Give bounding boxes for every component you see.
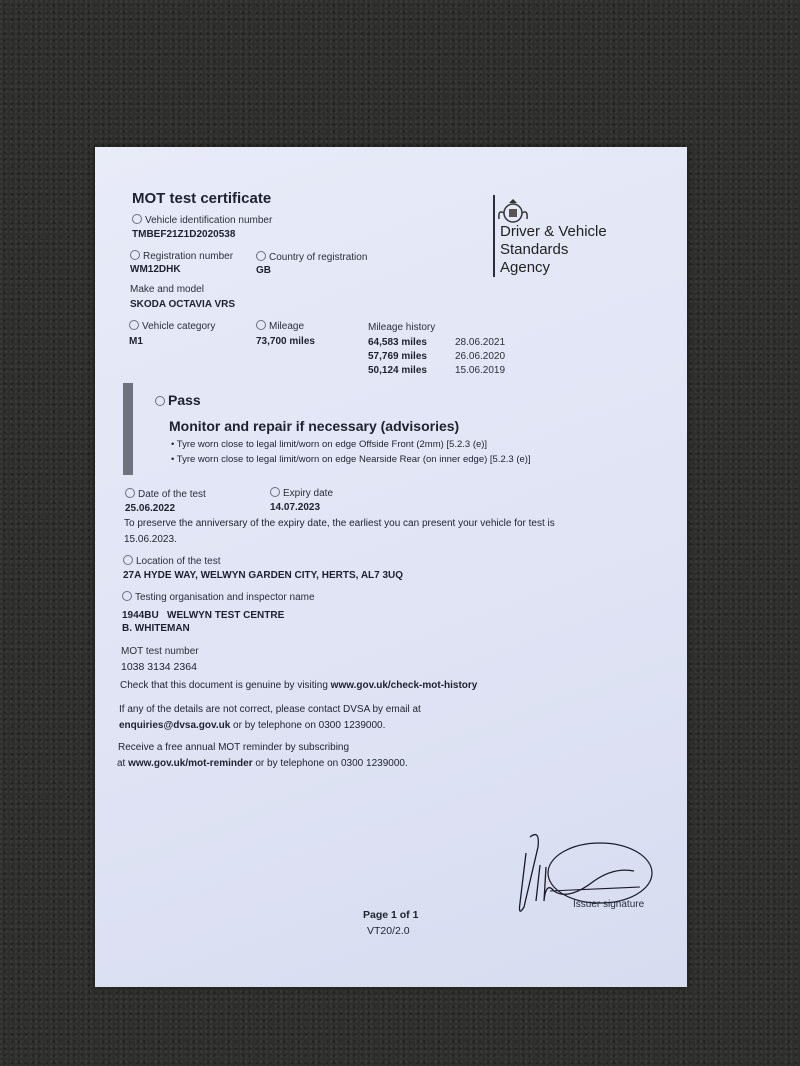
test-date-label — [125, 488, 206, 500]
history-miles-2: 57,769 miles — [368, 351, 427, 362]
info-icon — [122, 591, 132, 601]
category-value: M1 — [129, 336, 143, 347]
history-date-1: 28.06.2021 — [455, 337, 506, 348]
document-title: MOT test certificate — [132, 190, 272, 207]
agency-line-3: Agency — [500, 259, 551, 276]
history-miles-1: 64,583 miles — [368, 337, 427, 348]
location-value: 27A HYDE WAY, WELWYN GARDEN CITY, HERTS, AL7 3UQ — [123, 570, 404, 581]
location-label-text: Location of the test — [136, 556, 221, 567]
anniversary-note-line-1: To preserve the anniversary of the expiry date, the earliest you can present your vehicle for test is — [124, 518, 555, 529]
country-label-text: Country of registration — [269, 252, 368, 263]
registration-value: WM12DHK — [130, 264, 181, 275]
mileage-value: 73,700 miles — [256, 336, 315, 347]
agency-name — [500, 223, 607, 277]
inspector-value: B. WHITEMAN — [122, 623, 190, 634]
expiry-value: 14.07.2023 — [270, 502, 321, 513]
contact-line-1: If any of the details are not correct, please contact DVSA by email at — [119, 704, 421, 715]
advisory-2: • Tyre worn close to legal limit/worn on edge Nearside Rear (on inner edge) [5.2.3 (e)] — [171, 454, 531, 465]
info-icon — [132, 214, 142, 224]
org-label — [122, 591, 315, 603]
org-value: 1944BU WELWYN TEST CENTRE — [122, 610, 285, 621]
history-date-2: 26.06.2020 — [455, 351, 506, 362]
test-number-value: 1038 3134 2364 — [121, 661, 197, 673]
test-date-value: 25.06.2022 — [125, 503, 176, 514]
result-text: Pass — [168, 392, 201, 408]
vin-value: TMBEF21Z1D2020538 — [132, 229, 236, 240]
result-bar — [123, 383, 133, 475]
reminder-url-link[interactable]: www.gov.uk/mot-reminder — [128, 758, 253, 769]
contact-email-link[interactable]: enquiries@dvsa.gov.uk — [119, 720, 231, 731]
reminder-line-2 — [117, 756, 408, 771]
check-text: Check that this document is genuine by visiting — [120, 680, 331, 691]
check-url-link[interactable]: www.gov.uk/check-mot-history — [330, 680, 478, 691]
make-label: Make and model — [130, 284, 204, 295]
anniversary-note-line-2: 15.06.2023. — [124, 534, 177, 545]
agency-line-1: Driver & Vehicle — [500, 223, 607, 240]
info-icon — [256, 251, 266, 261]
history-date-3: 15.06.2019 — [455, 365, 506, 376]
pass-icon — [155, 396, 165, 406]
mileage-label — [256, 320, 304, 332]
contact-phone-text: or by telephone on 0300 1239000. — [230, 720, 386, 731]
reminder-line-1: Receive a free annual MOT reminder by subscribing — [118, 742, 350, 753]
reminder-at: at — [117, 758, 129, 769]
org-label-text: Testing organisation and inspector name — [135, 592, 315, 603]
country-label — [256, 251, 367, 263]
check-line — [120, 678, 477, 693]
make-value: SKODA OCTAVIA VRS — [130, 299, 236, 310]
location-icon — [123, 555, 133, 565]
category-label-text: Vehicle category — [142, 321, 216, 332]
info-icon — [129, 320, 139, 330]
reminder-phone-text: or by telephone on 0300 1239000. — [252, 758, 408, 769]
test-date-label-text: Date of the test — [138, 489, 206, 500]
advisory-1: • Tyre worn close to legal limit/worn on edge Offside Front (2mm) [5.2.3 (e)] — [171, 439, 488, 450]
info-icon — [130, 250, 140, 260]
agency-line-2: Standards — [500, 241, 569, 258]
page-number: Page 1 of 1 — [363, 909, 419, 921]
signature-label: Issuer signature — [573, 899, 645, 910]
calendar-icon — [270, 487, 280, 497]
registration-label-text: Registration number — [143, 251, 234, 262]
mot-certificate — [95, 147, 687, 987]
calendar-icon — [125, 488, 135, 498]
test-number-label: MOT test number — [121, 646, 199, 657]
expiry-label-text: Expiry date — [283, 488, 334, 499]
form-version: VT20/2.0 — [367, 925, 410, 937]
country-value: GB — [256, 265, 271, 276]
info-icon — [256, 320, 266, 330]
contact-line-2 — [119, 718, 385, 733]
mileage-label-text: Mileage — [269, 321, 305, 332]
vin-label — [132, 214, 272, 226]
expiry-label — [270, 487, 333, 499]
advisories-heading: Monitor and repair if necessary (advisories) — [169, 418, 460, 434]
registration-label — [130, 250, 233, 262]
mileage-history-label: Mileage history — [368, 322, 436, 333]
vin-label-text: Vehicle identification number — [145, 215, 273, 226]
location-label — [123, 555, 221, 567]
category-label — [129, 320, 215, 332]
history-miles-3: 50,124 miles — [368, 365, 427, 376]
result — [155, 392, 201, 408]
